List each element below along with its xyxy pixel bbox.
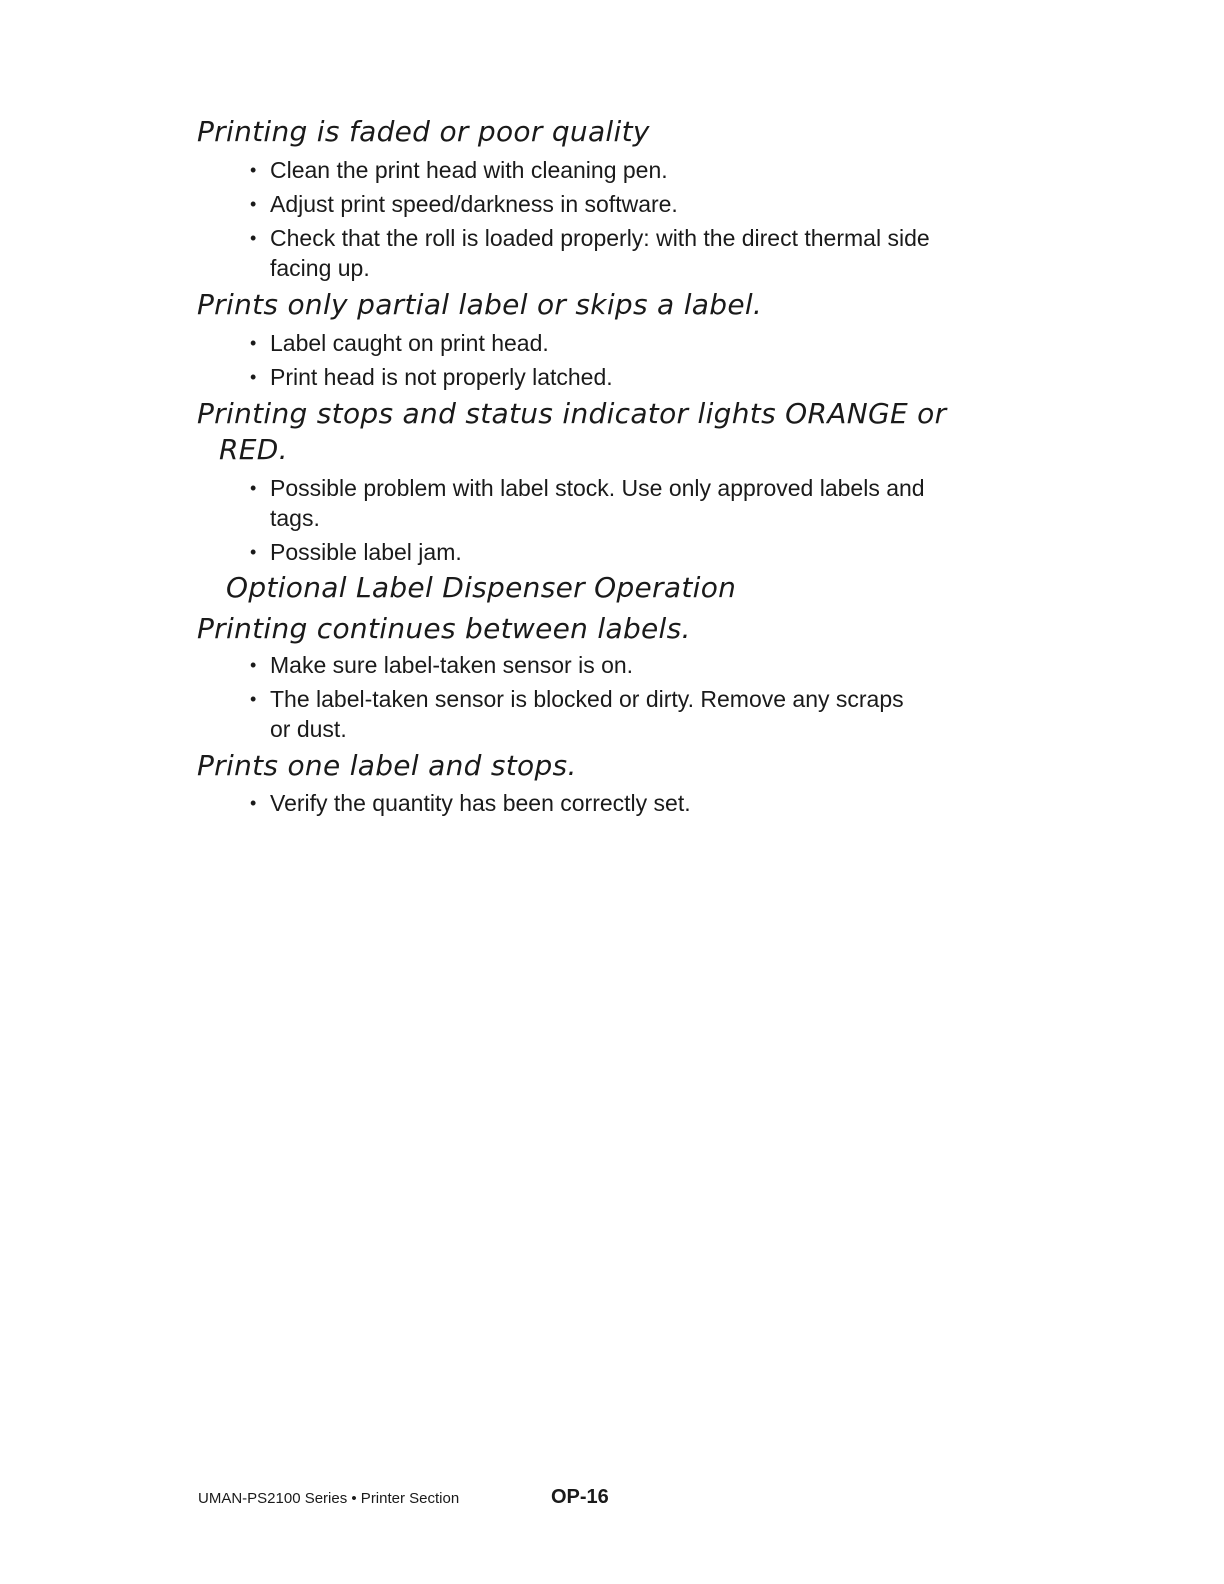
list-item: • Possible label jam. xyxy=(250,539,462,565)
list-item: • Clean the print head with cleaning pen. xyxy=(250,157,668,183)
footer-page-number: OP-16 xyxy=(551,1486,609,1508)
heading-line-2: RED. xyxy=(219,433,288,466)
footer-doc-title: UMAN-PS2100 Series • Printer Section xyxy=(198,1490,460,1507)
list-item: • The label-taken sensor is blocked or dirty. Remove any scraps or dust. xyxy=(250,686,904,742)
section-heading-faded-quality: Printing is faded or poor quality xyxy=(197,115,650,148)
bullet-icon: • xyxy=(250,367,257,387)
bullet-list-printing-continues xyxy=(248,650,930,748)
bullet-icon: • xyxy=(250,160,257,180)
section-heading-printing-stops xyxy=(197,396,946,468)
bullet-icon: • xyxy=(250,333,257,353)
bullet-icon: • xyxy=(250,228,257,248)
bullet-icon: • xyxy=(250,194,257,214)
list-item: • Make sure label-taken sensor is on. xyxy=(250,652,634,678)
bullet-icon: • xyxy=(250,689,257,709)
section-heading-printing-continues: Printing continues between labels. xyxy=(197,612,691,645)
list-item: • Adjust print speed/darkness in software. xyxy=(250,191,678,217)
list-item: • Check that the roll is loaded properly: with the direct thermal side facing up. xyxy=(250,225,930,281)
bullet-list-partial-label xyxy=(248,328,613,396)
list-item: • Label caught on print head. xyxy=(250,330,549,356)
subheading-dispenser-operation: Optional Label Dispenser Operation xyxy=(226,571,737,604)
bullet-icon: • xyxy=(250,655,257,675)
bullet-list-printing-stops xyxy=(248,473,960,571)
list-item: • Verify the quantity has been correctly set. xyxy=(250,790,691,816)
list-item: • Print head is not properly latched. xyxy=(250,364,613,390)
section-heading-one-label-stops: Prints one label and stops. xyxy=(197,749,577,782)
heading-line-1: Printing stops and status indicator lights ORANGE or xyxy=(197,397,947,430)
bullet-list-faded-quality xyxy=(248,155,960,287)
list-item: • Possible problem with label stock. Use only approved labels and tags. xyxy=(250,475,925,531)
bullet-icon: • xyxy=(250,478,257,498)
bullet-icon: • xyxy=(250,542,257,562)
bullet-list-one-label-stops xyxy=(248,788,691,822)
section-heading-partial-label: Prints only partial label or skips a label. xyxy=(197,288,763,321)
bullet-icon: • xyxy=(250,793,257,813)
